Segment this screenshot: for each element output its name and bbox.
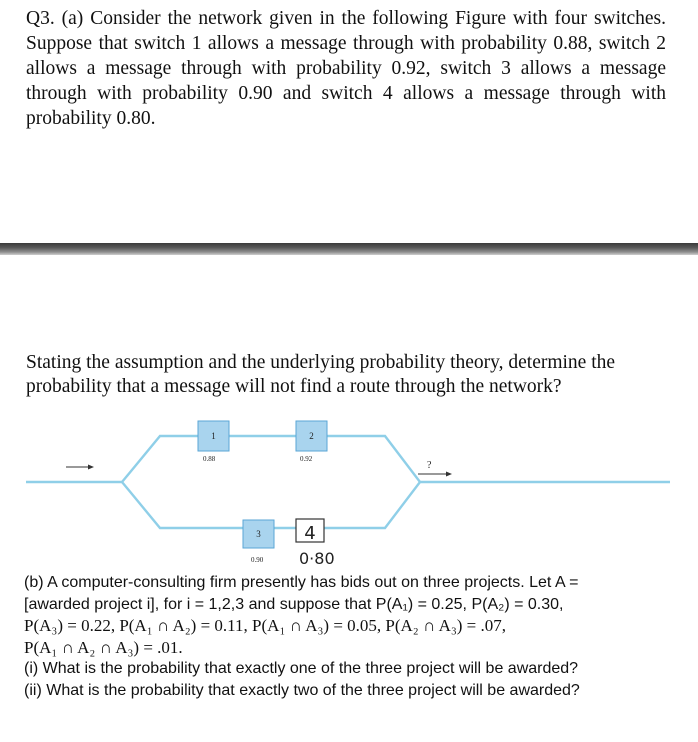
output-label: ?	[427, 460, 432, 471]
switch-3-label: 3	[256, 529, 261, 539]
switch-2-label: 2	[309, 431, 314, 441]
question-b-sub-i: (i) What is the probability that exactly one of the three project will be awarded?	[24, 660, 579, 677]
question-b-line-4: P(A₁ ∩ A₂ ∩ A₃) = .01.	[24, 637, 183, 657]
section-divider	[0, 243, 698, 255]
switch-1-prob: 0.88	[203, 455, 216, 463]
question-b-line-1: (b) A computer-consulting firm presently has bids out on three projects. Let A =	[24, 574, 579, 591]
question-b-line-2: [awarded project i], for i = 1,2,3 and suppose that P(A₁) = 0.25, P(A₂) = 0.30,	[24, 595, 564, 613]
switch-4-label: 4	[304, 523, 316, 544]
question-b-line-3: P(A₃) = 0.22, P(A₁ ∩ A₂) = 0.11, P(A₁ ∩ A₃) = 0.05, P(A₂ ∩ A₃) = .07,	[24, 616, 507, 635]
output-arrow-head	[446, 472, 452, 477]
question-a-text: Q3. (a) Consider the network given in the following Figure with four switches. Suppose that switch 1 allows a message through with probability 0.88, switch 2 allows a message through with probability 0.92, switch 3 allows a message through with probability 0.90 and switch 4 allows a message through with probability 0.80.	[26, 8, 666, 129]
network-figure	[0, 410, 698, 570]
switch-4-prob: 0·80	[299, 549, 335, 568]
switch-3-prob: 0.90	[251, 556, 264, 564]
upper-branch	[122, 436, 420, 482]
switch-1-label: 1	[211, 431, 216, 441]
question-b-sub-ii: (ii) What is the probability that exactly two of the three project will be awarded?	[24, 681, 580, 699]
question-stating-text: Stating the assumption and the underlying probability theory, determine the probability that a message will not find a route through the network?	[26, 352, 616, 397]
question-b	[24, 572, 674, 701]
input-arrow-head	[88, 465, 94, 470]
switch-2-prob: 0.92	[300, 455, 313, 463]
